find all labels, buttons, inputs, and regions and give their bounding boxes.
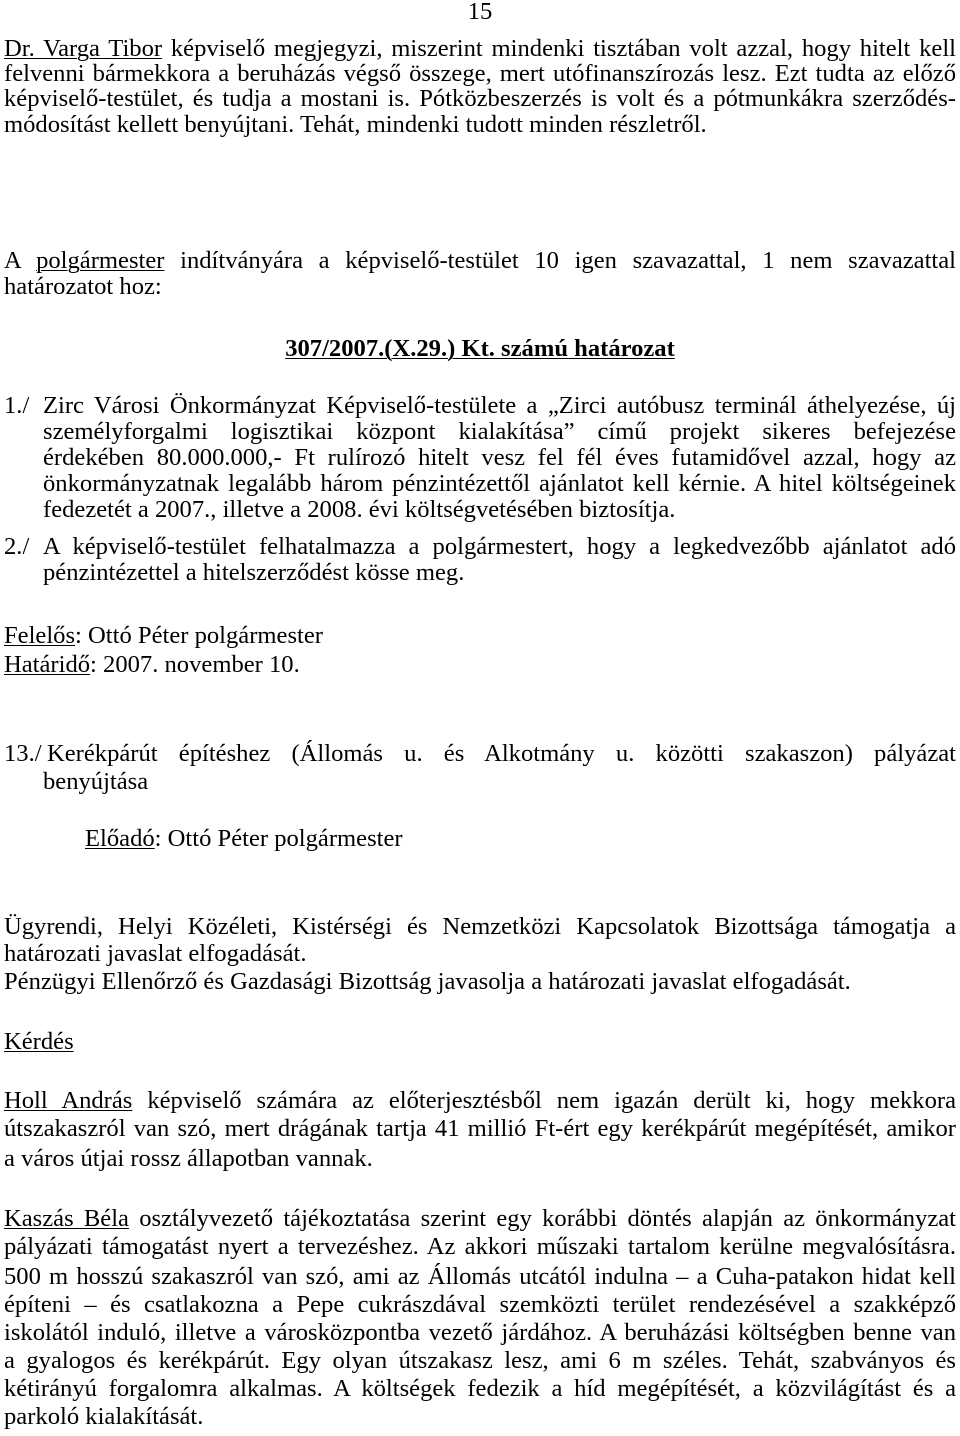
resolution-title-text: 307/2007.(X.29.) Kt. számú határozat bbox=[285, 335, 675, 362]
paragraph-2-line bbox=[4, 247, 956, 275]
committee-line: Pénzügyi Ellenőrző és Gazdasági Bizottság javasolja a határozati javaslat elfogadását. bbox=[4, 968, 851, 995]
kaszas-paragraph-line: pályázati támogatást nyert a tervezéshez. Az akkori műszaki tartalom kerülne megvalósításra. bbox=[4, 1233, 956, 1260]
kaszas-paragraph-line: iskolától induló, illetve a városközpontba vezető járdához. A beruházási költségben benne van bbox=[4, 1319, 956, 1346]
list-item-line: érdekében 80.000.000,- Ft rulírozó hitelt vesz fel fél éves futamidővel azzal, hogy az bbox=[43, 444, 956, 471]
deadline-line bbox=[4, 651, 956, 679]
list-item-line: pénzintézettel a hitelszerződést kösse meg. bbox=[43, 559, 465, 586]
kaszas-paragraph-line: a gyalogos és kerékpárút. Egy olyan útszakasz lesz, ami 6 m széles. Tehát, szabványos és bbox=[4, 1347, 956, 1374]
paragraph-1-line: módosítást kellett benyújtani. Tehát, mindenki tudott minden részletről. bbox=[4, 111, 707, 138]
question-heading-text: Kérdés bbox=[4, 1028, 74, 1055]
paragraph-1-line bbox=[4, 35, 956, 63]
speaker-name: Holl András bbox=[4, 1087, 133, 1114]
line-text: indítványára a képviselő-testület 10 igen szavazattal, 1 nem szavazattal bbox=[180, 247, 957, 274]
holl-paragraph-line bbox=[4, 1087, 956, 1115]
resolution-title bbox=[0, 335, 960, 363]
presenter-line bbox=[85, 825, 956, 853]
kaszas-paragraph-line: parkoló kialakítását. bbox=[4, 1403, 204, 1430]
list-item-line: Zirc Városi Önkormányzat Képviselő-testülete a „Zirci autóbusz terminál áthelyezése, új bbox=[43, 392, 956, 419]
kaszas-paragraph-line: kétirányú forgalomra alkalmas. A költségek fedezik a híd megépítését, a közvilágítást és a bbox=[4, 1375, 956, 1402]
line-text: képviselő számára az előterjesztésből nem igazán derült ki, hogy mekkora bbox=[147, 1087, 957, 1114]
deadline-label: Határidő bbox=[4, 651, 91, 678]
kaszas-paragraph-line bbox=[4, 1205, 956, 1233]
list-number: 2./ bbox=[4, 533, 30, 560]
agenda-number: 13./ bbox=[4, 740, 42, 767]
responsible-value: : Ottó Péter polgármester bbox=[75, 622, 323, 649]
presenter-value: : Ottó Péter polgármester bbox=[154, 825, 403, 852]
page-number: 15 bbox=[467, 0, 493, 25]
responsible-label: Felelős bbox=[4, 622, 76, 649]
list-item-line: A képviselő-testület felhatalmazza a polgármestert, hogy a legkedvezőbb ajánlatot adó bbox=[43, 533, 956, 560]
list-item-line: önkormányzatnak legalább három pénzintézettől ajánlatot kell kérnie. A hitel költségeinek bbox=[43, 470, 956, 497]
responsible-line bbox=[4, 622, 956, 650]
list-item-line: fedezetét a 2007., illetve a 2008. évi költségvetésében biztosítja. bbox=[43, 496, 676, 523]
underlined-term: polgármester bbox=[36, 247, 165, 274]
paragraph-2-line: határozatot hoz: bbox=[4, 273, 162, 300]
question-heading bbox=[4, 1028, 956, 1056]
line-text: osztályvezető tájékoztatása szerint egy korábbi döntés alapján az önkormányzat bbox=[139, 1205, 956, 1232]
committee-line: határozati javaslat elfogadását. bbox=[4, 940, 307, 967]
agenda-title-line: Kerékpárút építéshez (Állomás u. és Alkotmány u. közötti szakaszon) pályázat bbox=[47, 740, 956, 767]
kaszas-paragraph-line: építeni – és csatlakozna a Pepe cukrászdával szemközti terület rendezésével a szakképző bbox=[4, 1291, 956, 1318]
holl-paragraph-line: útszakaszról van szó, mert drágának tartja 41 millió Ft-ért egy kerékpárút megépítését, amikor bbox=[4, 1115, 956, 1142]
line-text: A bbox=[4, 247, 21, 274]
speaker-name: Kaszás Béla bbox=[4, 1205, 129, 1232]
speaker-name: Dr. Varga Tibor bbox=[4, 35, 163, 62]
committee-line: Ügyrendi, Helyi Közéleti, Kistérségi és Nemzetközi Kapcsolatok Bizottsága támogatja a bbox=[4, 913, 956, 940]
kaszas-paragraph-line: 500 m hosszú szakaszról van szó, ami az Állomás utcától indulna – a Cuha-patakon hidat kell bbox=[4, 1263, 956, 1290]
paragraph-1-line: képviselő-testület, és tudja a mostani is. Pótközbeszerzés is volt és a pótmunkákra szerződés- bbox=[4, 85, 956, 112]
presenter-label: Előadó bbox=[85, 825, 155, 852]
agenda-title-line: benyújtása bbox=[43, 768, 149, 795]
paragraph-1-line: felvenni bármekkora a beruházás végső összege, mert utófinanszírozás lesz. Ezt tudta az előző bbox=[4, 60, 956, 87]
deadline-value: : 2007. november 10. bbox=[90, 651, 300, 678]
line-text: képviselő megjegyzi, miszerint mindenki tisztában volt azzal, hogy hitelt kell bbox=[170, 35, 956, 62]
list-number: 1./ bbox=[4, 392, 30, 419]
list-item-line: személyforgalmi logisztikai központ kialakítása” című projekt sikeres befejezése bbox=[43, 418, 956, 445]
holl-paragraph-line: a város útjai rossz állapotban vannak. bbox=[4, 1145, 373, 1172]
